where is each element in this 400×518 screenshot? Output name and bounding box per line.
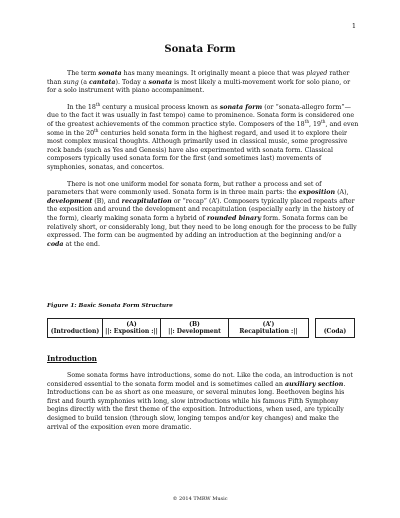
superscript: th xyxy=(95,101,101,107)
term-played: played xyxy=(306,70,328,77)
diagram-label-introduction: (Introduction) xyxy=(50,328,100,335)
text-run: centuries held sonata form in the highest regard, and used it to explore their most complex musical thoughts. Although primarily used in classical music, some progressive rock bands (such as Yes and Genesis) have also experimented with sonata form. Classical composers typically used sonata form for the first (and sometimes last) movements of symphonies, sonatas, and concertos. xyxy=(47,129,348,171)
term-sung: sung xyxy=(63,78,79,86)
superscript: th xyxy=(94,127,99,133)
sonata-form-diagram xyxy=(47,318,359,338)
term-recapitulation: recapitulation xyxy=(121,197,172,205)
figure-caption: Figure 1: Basic Sonata Form Structure xyxy=(47,303,173,309)
text-run: form. Sonata forms can be relatively short, or considerably long, but they need to be long enough for the process to be fully expressed. The form can be augmented by adding an introduction at the beginning and/or a xyxy=(47,214,357,240)
diagram-cell-development xyxy=(161,318,229,338)
paragraph-sonata-form-history xyxy=(47,101,359,173)
text-run: ). Today a xyxy=(115,78,149,86)
term-cantata: cantata xyxy=(89,78,116,86)
text-run: The term xyxy=(67,70,99,77)
body-text-top xyxy=(47,70,359,257)
diagram-section-b: (B) xyxy=(189,320,200,328)
diagram-cell-introduction xyxy=(47,318,103,338)
text-run: (or “sonata-allegro form”—due to the fact it was usually in fast tempo) came to prominence. Sonata form is considered one of the greatest achievements of the common practice style. Composers of the 18 xyxy=(47,103,355,128)
term-sonata-form: sonata form xyxy=(219,103,263,111)
page-number: 1 xyxy=(351,22,356,30)
text-run: at the end. xyxy=(63,240,100,248)
term-development: development xyxy=(47,197,93,205)
term-auxiliary-section: auxiliary section xyxy=(285,380,344,388)
superscript: th xyxy=(304,118,310,124)
term-exposition: exposition xyxy=(298,189,336,197)
diagram-label-exposition: ||: Exposition :|| xyxy=(105,328,158,335)
footer-copyright: © 2014 TMRW Music xyxy=(172,496,228,502)
text-run: century a musical process known as xyxy=(100,103,220,111)
body-text-introduction xyxy=(47,372,359,440)
page-title: Sonata Form xyxy=(164,44,236,55)
text-run: is most likely a multi-movement work for solo piano, or for a solo instrument with piano accompaniment. xyxy=(47,78,351,95)
superscript: th xyxy=(321,118,326,124)
term-rounded-binary: rounded binary xyxy=(206,214,262,222)
diagram-label-development: ||: Development xyxy=(168,328,221,335)
text-run: or “recap” (A’). Composers typically placed repeats after the exposition and around the development and recapitulation (especially early in the history of the form), clearly making sonata form a hybrid of xyxy=(47,197,355,222)
diagram-section-a: (A) xyxy=(126,320,137,328)
diagram-label-recapitulation: Recapitulation :|| xyxy=(239,328,298,335)
text-run: (B), and xyxy=(92,197,122,205)
text-run: Some sonata forms have introductions, some do not. Like the coda, an introduction is not considered essential to the sonata form model and is sometimes called an xyxy=(47,372,353,388)
text-run: There is not one uniform model for sonata form, but rather a process and set of parameters that were commonly used. Sonata form is in three main parts: the xyxy=(47,180,322,197)
text-run: , and even some in the 20 xyxy=(47,120,359,137)
text-run: In the 18 xyxy=(67,103,96,111)
section-heading-introduction: Introduction xyxy=(47,354,97,363)
diagram-cell-recapitulation xyxy=(229,318,309,338)
text-run: (A), xyxy=(335,189,349,197)
term-coda: coda xyxy=(47,240,64,248)
paragraph-sonata-meaning xyxy=(47,70,359,96)
paragraph-introduction xyxy=(47,372,359,432)
term-sonata: sonata xyxy=(148,78,172,86)
text-run: . Introductions can be as short as one measure, or several minutes long. Beethoven begins his first and fourth symphonies with long, slow introductions while his famous Fifth Symphony begins directly with the first theme of the exposition. Introductions, when used, are typically designed to build tension (through slow, longing tempos and/or key changes) and make the arrival of the exposition even more dramatic. xyxy=(47,380,346,431)
text-run: has many meanings. It originally meant a piece that was xyxy=(121,70,307,77)
diagram-cell-coda xyxy=(315,318,355,338)
diagram-cell-exposition xyxy=(103,318,161,338)
text-run: (a xyxy=(78,78,89,86)
term-sonata: sonata xyxy=(98,70,122,77)
text-run: rather than xyxy=(47,70,350,86)
text-run: , 19 xyxy=(309,120,322,128)
paragraph-sonata-parts xyxy=(47,181,359,250)
diagram-section-a-prime: (A’) xyxy=(262,320,275,328)
diagram-label-coda: (Coda) xyxy=(323,328,347,335)
